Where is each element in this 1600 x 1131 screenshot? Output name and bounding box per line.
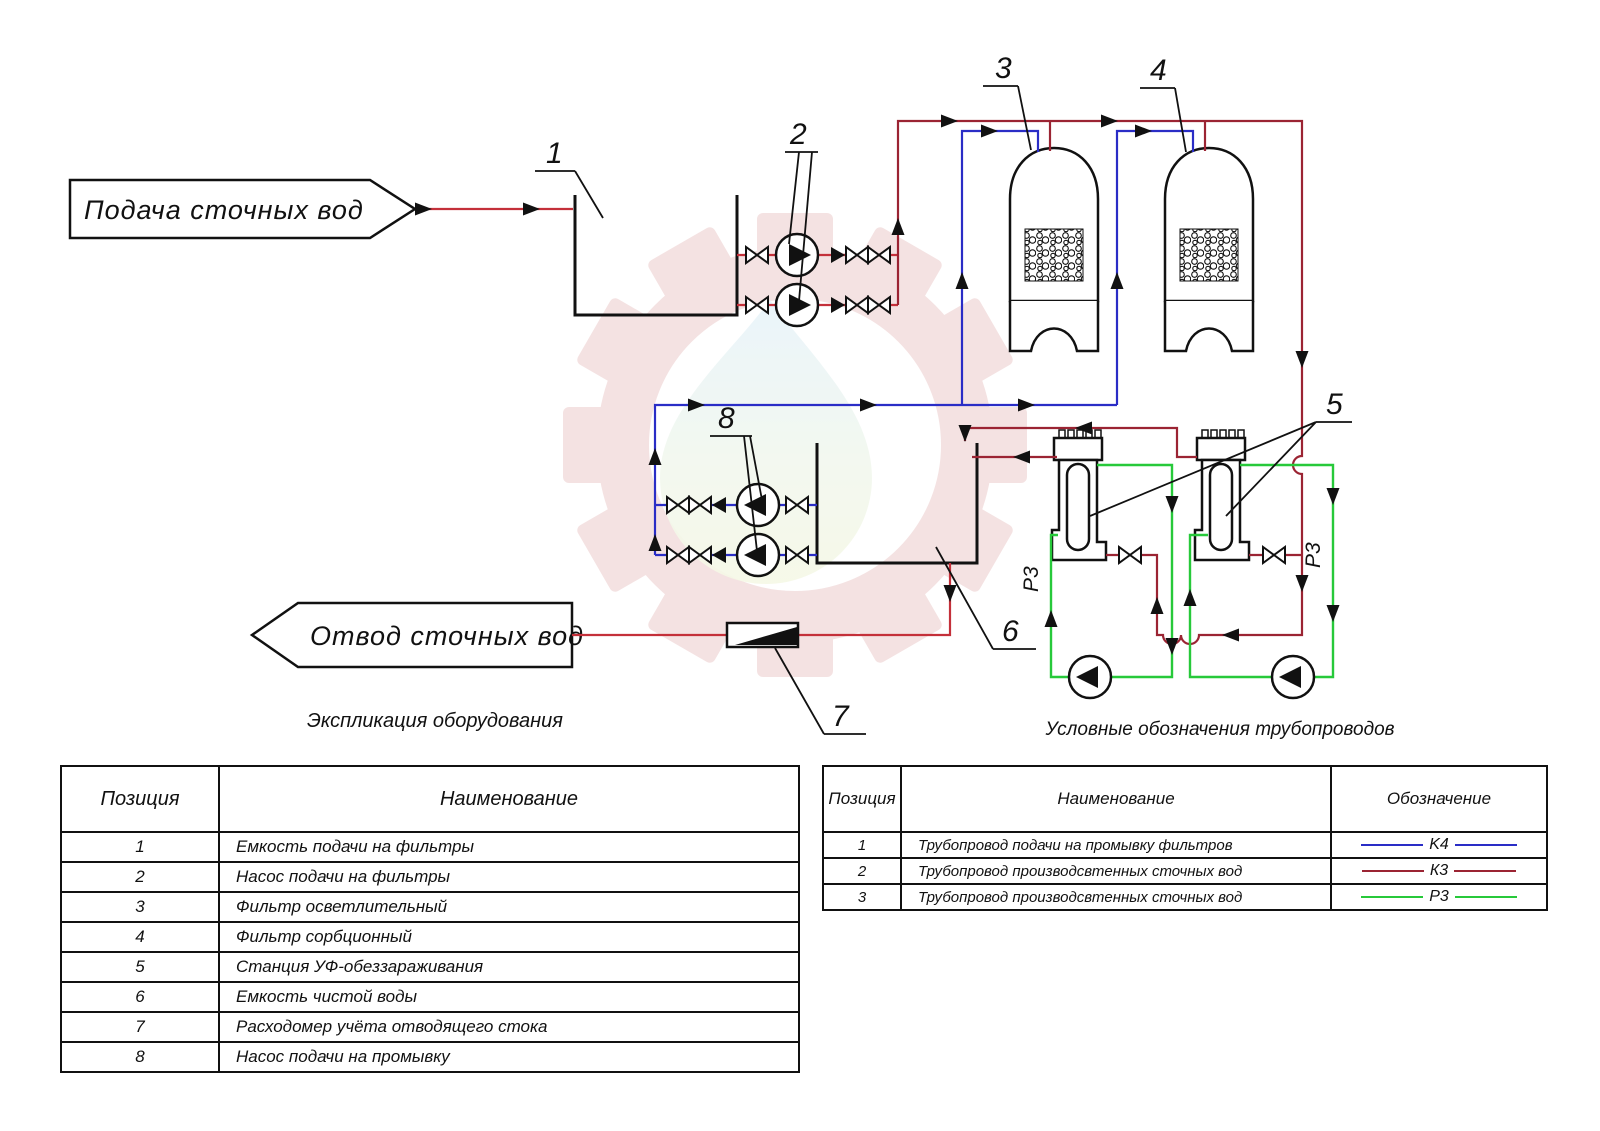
pipe-designation bbox=[1333, 836, 1545, 854]
table-row: 6 Емкость чистой воды bbox=[61, 982, 799, 1012]
table-row: 7 Расходомер учёта отводящего стока bbox=[61, 1012, 799, 1042]
pipe-designation bbox=[1333, 862, 1545, 880]
callout-4 bbox=[1140, 54, 1186, 152]
wash-pump-1 bbox=[737, 484, 779, 526]
uv-circulation-pump-2 bbox=[1272, 656, 1314, 698]
callout-3 bbox=[983, 52, 1031, 150]
flow-meter bbox=[727, 623, 798, 647]
sorption-filter bbox=[1165, 148, 1253, 351]
table-row: 3 Фильтр осветлительный bbox=[61, 892, 799, 922]
svg-text:3: 3 bbox=[995, 52, 1012, 85]
pipe-label-p3-right: Р3 bbox=[1302, 542, 1325, 568]
svg-text:4: 4 bbox=[1150, 54, 1167, 87]
table-row: 1 Емкость подачи на фильтры bbox=[61, 832, 799, 862]
uv-station-1 bbox=[1052, 430, 1106, 560]
pipe-label-p3-left: Р3 bbox=[1020, 566, 1043, 592]
table-row: 2 Насос подачи на фильтры bbox=[61, 862, 799, 892]
table-row: 2 Трубопровод производсвтенных сточных вод К3 bbox=[823, 858, 1547, 884]
equipment-table-title: Экспликация оборудования bbox=[307, 710, 563, 732]
callout-1 bbox=[535, 137, 603, 218]
legend-line-right bbox=[1454, 870, 1516, 872]
table-row: 5 Станция УФ-обеззараживания bbox=[61, 952, 799, 982]
table-header-row bbox=[61, 766, 799, 832]
pipe-code: Р3 bbox=[1429, 888, 1449, 905]
col-header-designation: Обозначение bbox=[1331, 766, 1547, 832]
wash-pump-2 bbox=[737, 534, 779, 576]
table-row: 1 Трубопровод подачи на промывку фильтров K4 bbox=[823, 832, 1547, 858]
col-header-name: Наименование bbox=[901, 766, 1331, 832]
col-header-name: Наименование bbox=[219, 766, 799, 832]
col-header-position: Позиция bbox=[61, 766, 219, 832]
watermark-logo bbox=[563, 213, 1027, 677]
legend-line-left bbox=[1361, 844, 1423, 846]
uv-circulation-pump-1 bbox=[1069, 656, 1111, 698]
table-header-row bbox=[823, 766, 1547, 832]
feed-pump-1 bbox=[776, 234, 818, 276]
col-header-position: Позиция bbox=[823, 766, 901, 832]
legend-line-right bbox=[1455, 844, 1517, 846]
pipe-code: К3 bbox=[1429, 862, 1449, 879]
inlet-banner-label: Подача сточных вод bbox=[84, 195, 364, 225]
legend-line-right bbox=[1455, 896, 1517, 898]
pipe-code: K4 bbox=[1429, 836, 1449, 853]
svg-text:8: 8 bbox=[718, 402, 735, 435]
pipe-designation bbox=[1333, 888, 1545, 906]
valve-icon bbox=[1119, 547, 1141, 563]
svg-text:1: 1 bbox=[546, 137, 563, 170]
outlet-banner bbox=[252, 603, 584, 667]
legend-line-left bbox=[1362, 870, 1424, 872]
pipeline-legend-table bbox=[822, 765, 1548, 911]
valve-icon bbox=[1263, 547, 1285, 563]
outlet-banner-label: Отвод сточных вод bbox=[310, 621, 585, 651]
table-row: 4 Фильтр сорбционный bbox=[61, 922, 799, 952]
svg-text:6: 6 bbox=[1002, 615, 1019, 648]
uv-station-2 bbox=[1195, 430, 1249, 560]
clarifying-filter bbox=[1010, 148, 1098, 351]
table-row: 8 Насос подачи на промывку bbox=[61, 1042, 799, 1072]
svg-text:2: 2 bbox=[790, 118, 807, 151]
table-row: 3 Трубопровод производсвтенных сточных вод Р3 bbox=[823, 884, 1547, 910]
legend-table-title: Условные обозначения трубопроводов bbox=[1045, 719, 1395, 740]
legend-line-left bbox=[1361, 896, 1423, 898]
svg-text:7: 7 bbox=[832, 700, 849, 733]
inlet-banner bbox=[70, 180, 415, 238]
equipment-table bbox=[60, 765, 800, 1073]
svg-text:5: 5 bbox=[1326, 388, 1343, 421]
feed-pump-2 bbox=[776, 284, 818, 326]
